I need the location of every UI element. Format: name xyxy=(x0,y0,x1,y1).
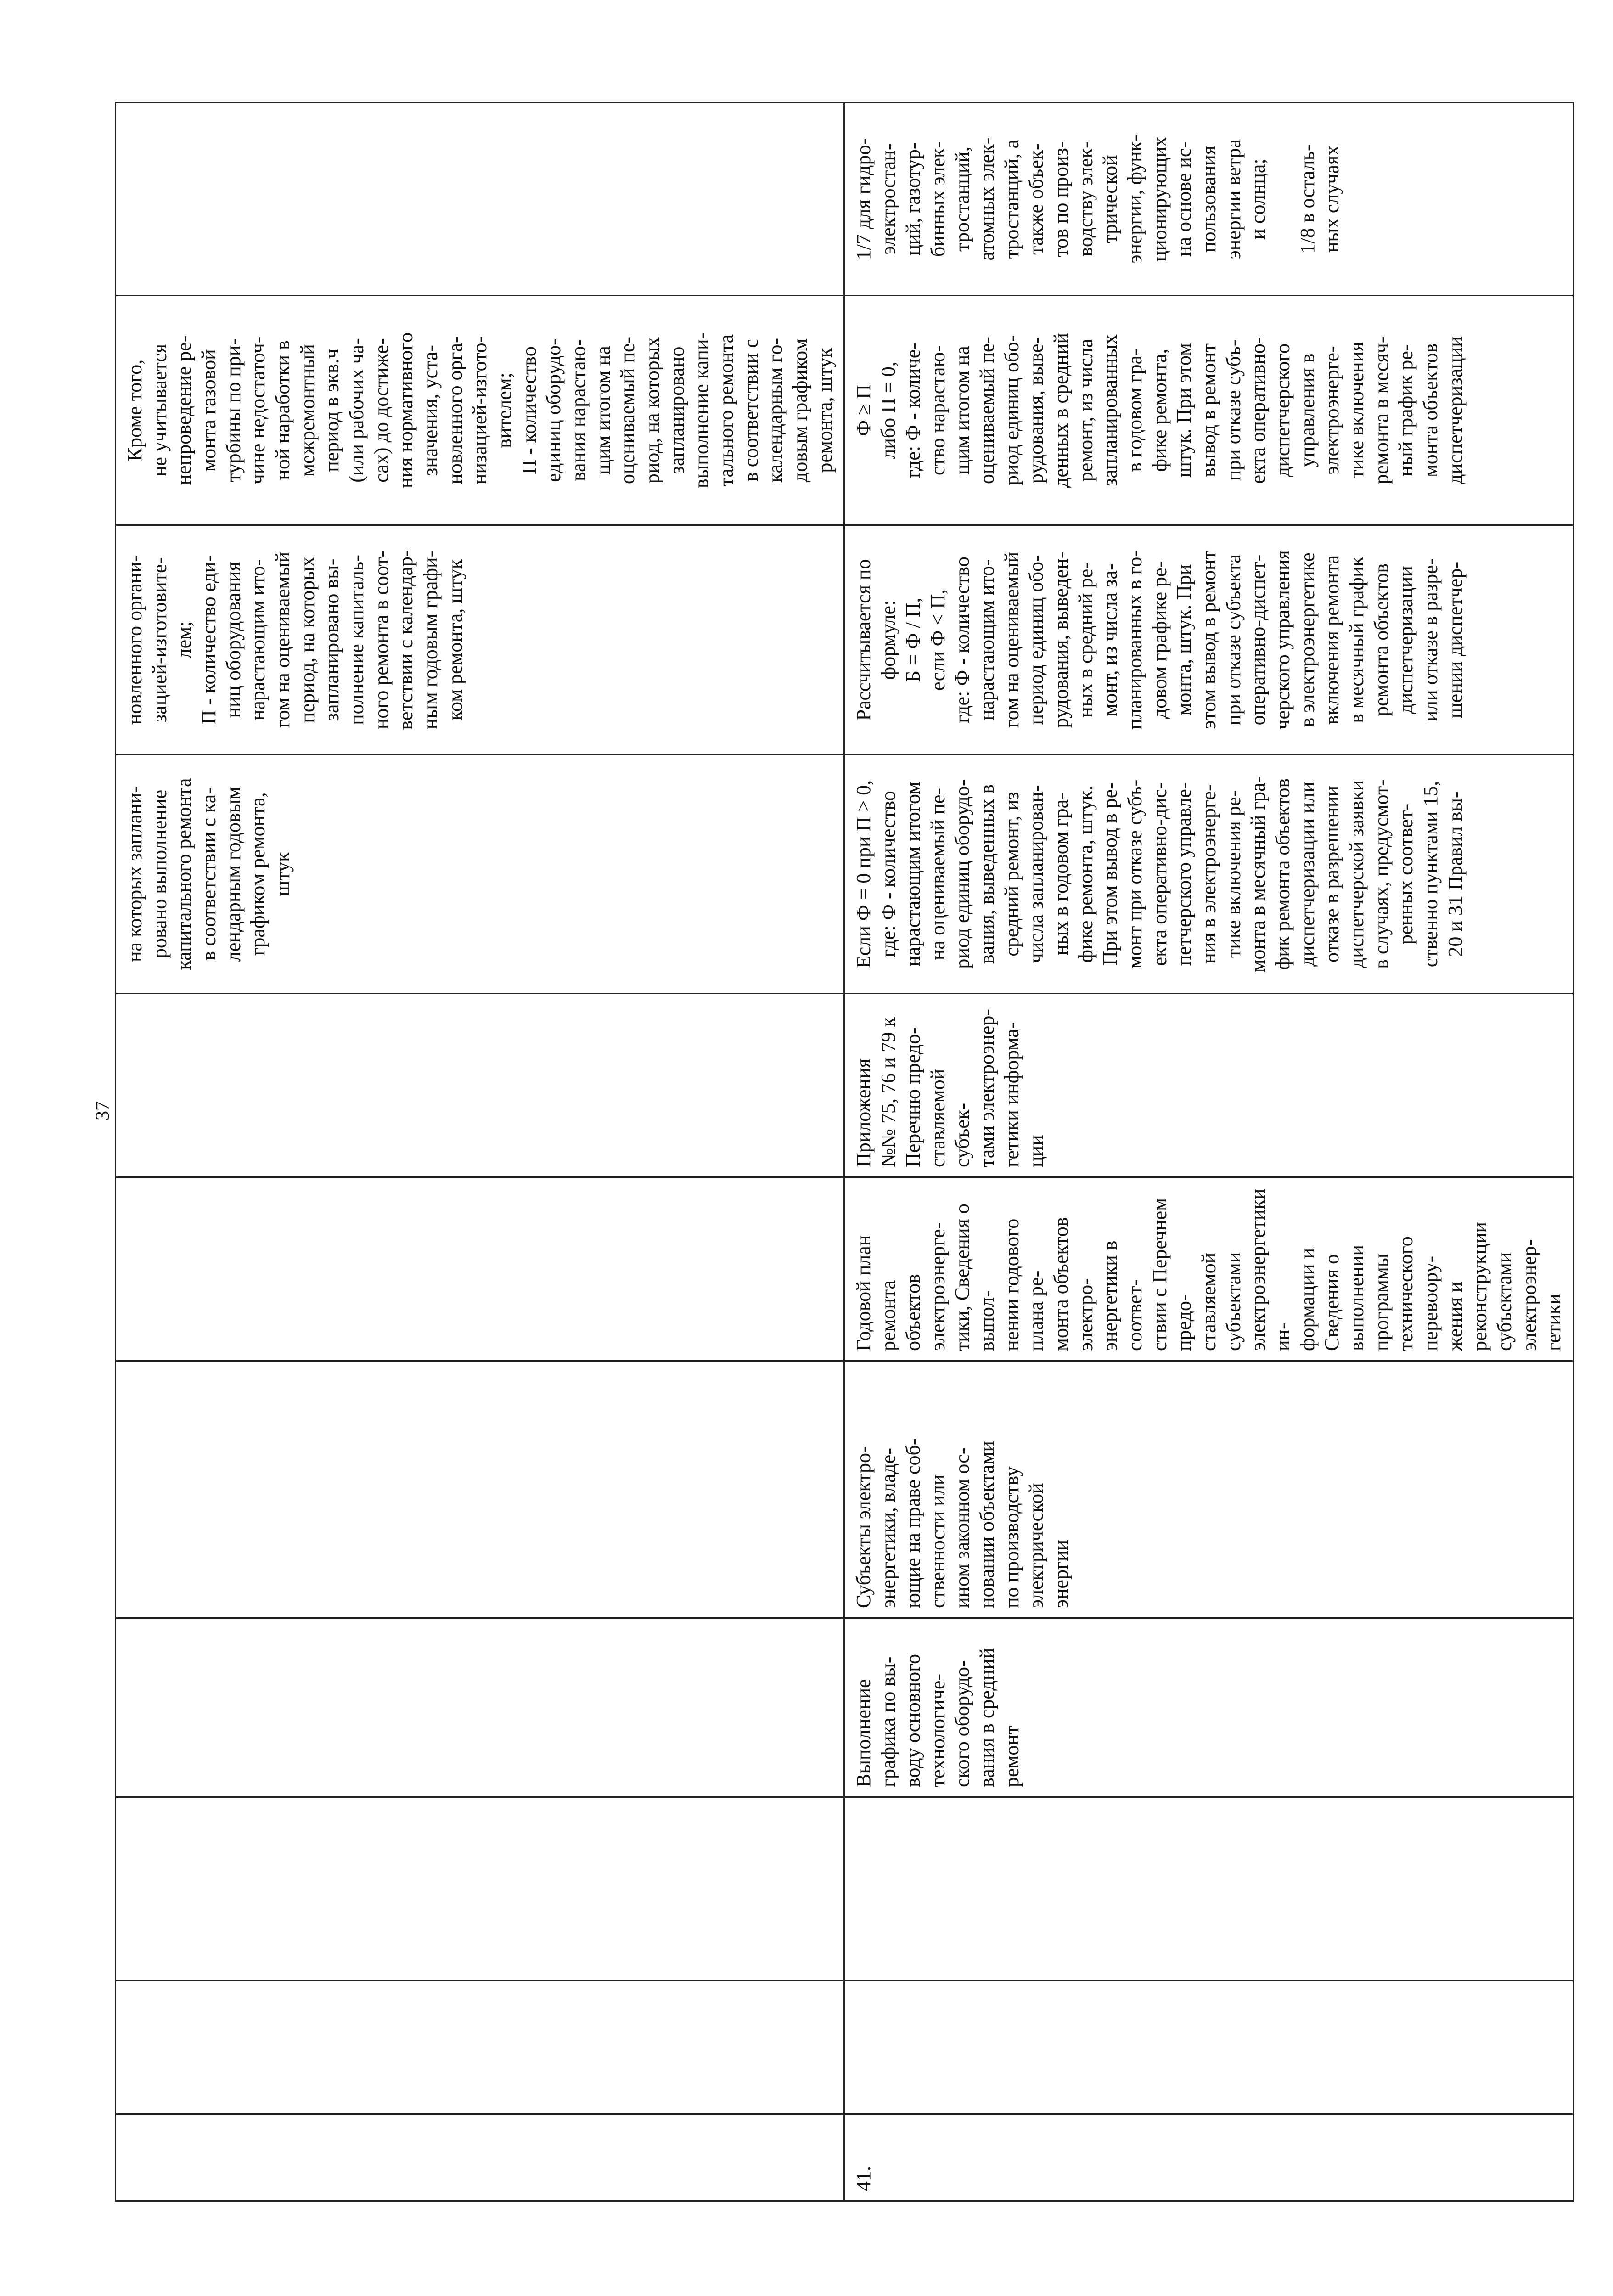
page-number: 37 xyxy=(92,1101,113,1120)
rotated-table-container xyxy=(115,103,1565,2202)
cell-blank xyxy=(116,1797,844,1981)
cell-rule-c-cont: Кроме того, не учитывается непроведение ре- монта газовой турбины по при- чине недостаточ- ной наработки в межремонтный период в экв.ч (или рабочих ча- сах) до достиже- ния нормативного значения, уста- новленного орга- низацией-изгото- вителем; П - количество единиц оборудо- вания нарастаю- щим итогом на оцениваемый пе- риод, на которых запланировано выполнение капи- тального ремонта в соответствии с календарным го- довым графиком ремонта, штук xyxy=(116,296,844,525)
cell-rule-b-cont: новленного органи- зацией-изготовите- лем; П - количество еди- ниц оборудования нарастающим ито- гом на оцениваемый период, на которых запланировано вы- полнение капиталь- ного ремонта в соот- ветствии с календар- ным годовым графи- ком ремонта, штук xyxy=(116,525,844,755)
cell-rule-a: Если Ф = 0 при П > 0, где: Ф - количество нарастающим итогом на оцениваемый пе- риод единиц оборудо- вания, выведенных в средний ремонт, из числа запланирован- ных в годовом гра- фике ремонта, штук. При этом вывод в ре- монт при отказе субъ- екта оперативно-дис- петчерского управле- ния в электроэнерге- тике включения ре- монта в месячный гра- фик ремонта объектов диспетчеризации или отказе в разрешении диспетчерской заявки в случаях, предусмот- ренных соответ- ственно пунктами 15, 20 и 31 Правил вы- xyxy=(844,755,1573,994)
cell-blank xyxy=(844,1981,1573,2114)
cell-row-number: 41. xyxy=(844,2114,1573,2201)
cell-blank xyxy=(116,994,844,1177)
cell-indicator: Выполнение графика по вы- воду основного технологиче- ского оборудо- вания в средний ремонт xyxy=(844,1618,1573,1797)
cell-weight: 1/7 для гидро- электростан- ций, газотур- бинных элек- тростанций, атомных элек- тростанций, а также объек- тов по произ- водству элек- трической энергии, функ- ционирующих на основе ис- пользования энергии ветра и солнца; 1/8 в осталь- ных случаях xyxy=(844,103,1573,296)
cell-blank xyxy=(116,2114,844,2201)
cell-appendix: Приложения №№ 75, 76 и 79 к Перечню предо- ставляемой субъек- тами электроэнер- гетики информа- ции xyxy=(844,994,1573,1177)
cell-blank xyxy=(116,103,844,296)
table-row-41 xyxy=(844,103,1573,2201)
cell-blank xyxy=(116,1618,844,1797)
cell-blank xyxy=(116,1361,844,1618)
cell-rule-c: Ф ≥ П либо П = 0, где: Ф - количе- ство нарастаю- щим итогом на оцениваемый пе- риод единиц обо- рудования, выве- денных в средний ремонт, из числа запланированных в годовом гра- фике ремонта, штук. При этом вывод в ремонт при отказе субъ- екта оперативно- диспетчерского управления в электроэнерге- тике включения ремонта в месяч- ный график ре- монта объектов диспетчеризации xyxy=(844,296,1573,525)
table-row-continuation xyxy=(116,103,844,2201)
cell-blank xyxy=(844,1797,1573,1981)
cell-blank xyxy=(116,1177,844,1361)
cell-source: Годовой план ремонта объектов электроэнерге- тики, Сведения о выпол- нении годового плана ре- монта объектов электро- энергетики в соответ- ствии с Перечнем предо- ставляемой субъектами электроэнергетики ин- формации и Сведения о выполнении программы технического перевоору- жения и реконструкции субъектами электроэнер- гетики xyxy=(844,1177,1573,1361)
indicators-table xyxy=(115,102,1574,2202)
cell-subjects: Субъекты электро- энергетики, владе- ющие на праве соб- ственности или ином законном ос- новании объектами по производству электрической энергии xyxy=(844,1361,1573,1618)
cell-rule-b: Рассчитывается по формуле: Б = Ф / П, если Ф < П, где: Ф - количество нарастающим ито- гом на оцениваемый период единиц обо- рудования, выведен- ных в средний ре- монт, из числа за- планированных в го- довом графике ре- монта, штук. При этом вывод в ремонт при отказе субъекта оперативно-диспет- черского управления в электроэнергетике включения ремонта в месячный график ремонта объектов диспетчеризации или отказе в разре- шении диспетчер- xyxy=(844,525,1573,755)
cell-blank xyxy=(116,1981,844,2114)
cell-rule-a-cont: на которых заплани- ровано выполнение капитального ремонта в соответствии с ка- лендарным годовым графиком ремонта, штук xyxy=(116,755,844,994)
